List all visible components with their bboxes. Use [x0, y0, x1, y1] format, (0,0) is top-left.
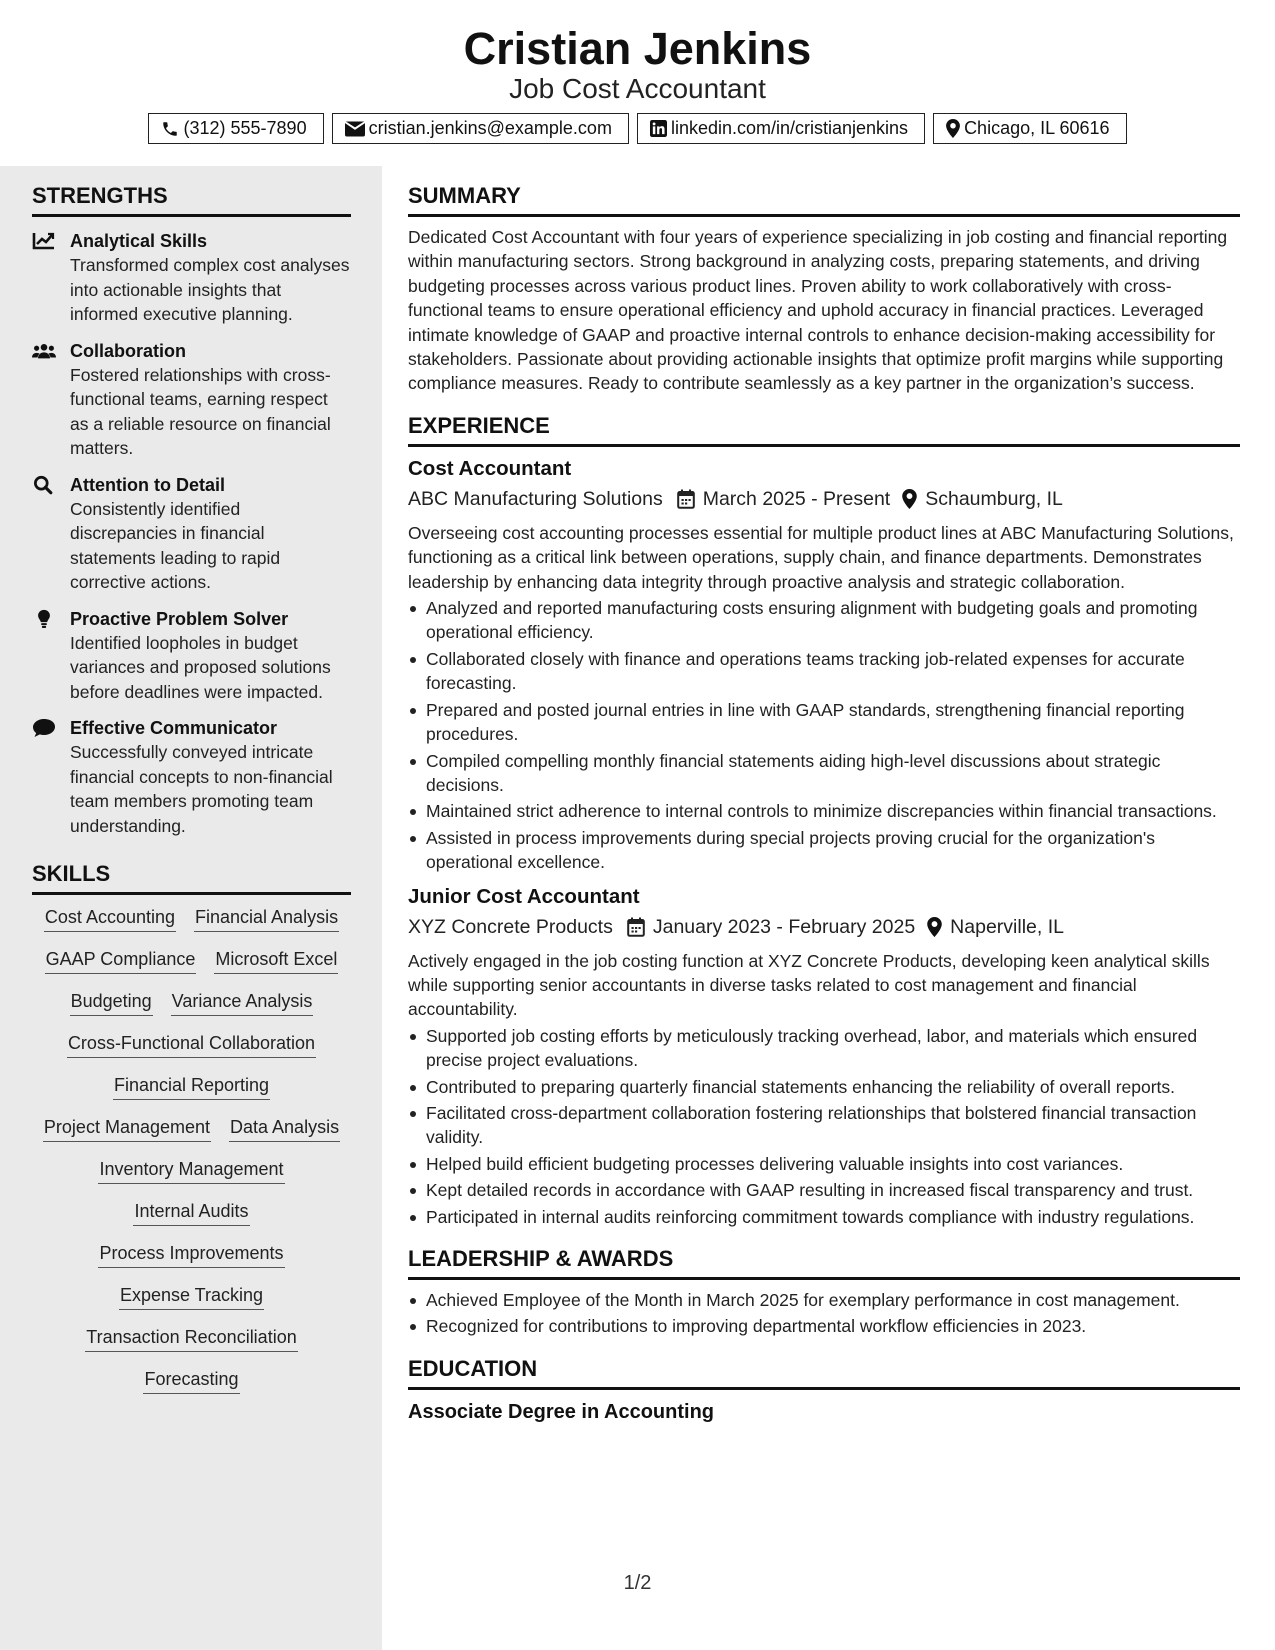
- envelope-icon: [345, 121, 365, 137]
- skill-tag: Cross-Functional Collaboration: [67, 1031, 316, 1058]
- calendar-icon: [627, 917, 645, 937]
- linkedin-text: linkedin.com/in/cristianjenkins: [670, 118, 909, 138]
- job-bullet: Participated in internal audits reinforcing commitment towards compliance with industry regulations.: [408, 1205, 1240, 1229]
- skill-tag: Cost Accounting: [44, 905, 176, 932]
- skill-tag: Financial Reporting: [113, 1073, 270, 1100]
- job-entry: [408, 455, 1240, 875]
- experience-heading: EXPERIENCE: [408, 412, 1240, 447]
- map-pin-icon: [902, 489, 917, 509]
- skill-tag: Data Analysis: [229, 1115, 340, 1142]
- skill-tag: Forecasting: [143, 1367, 239, 1394]
- phone-text: (312) 555-7890: [183, 118, 307, 138]
- strength-desc: Fostered relationships with cross-functional teams, earning respect as a reliable resource on financial matters.: [70, 364, 331, 458]
- skill-tag: Process Improvements: [98, 1241, 284, 1268]
- job-title: Junior Cost Accountant: [408, 884, 640, 908]
- strength-item: [32, 339, 351, 461]
- linkedin-contact[interactable]: [637, 113, 925, 144]
- map-pin-icon: [927, 917, 942, 937]
- map-pin-icon: [946, 119, 960, 138]
- calendar-icon: [677, 489, 695, 509]
- strength-desc: Successfully conveyed intricate financial concepts to non-financial team members promoting team understanding.: [70, 742, 333, 836]
- job-location: Naperville, IL: [950, 915, 1064, 938]
- job-bullet: Collaborated closely with finance and operations teams tracking job-related expenses for accurate forecasting.: [408, 647, 1240, 696]
- strength-item: [32, 229, 351, 327]
- job-bullet: Compiled compelling monthly financial statements aiding high-level discussions about strategic decisions.: [408, 749, 1240, 798]
- search-icon: [32, 475, 56, 495]
- job-dates: March 2025 - Present: [702, 487, 891, 510]
- strength-desc: Identified loopholes in budget variances and proposed solutions before deadlines were impacted.: [70, 632, 331, 702]
- skill-tag: Expense Tracking: [119, 1283, 264, 1310]
- skill-tag: Internal Audits: [133, 1199, 249, 1226]
- main-content: [408, 166, 1240, 1426]
- strength-title: Effective Communicator: [70, 718, 278, 738]
- skill-tag: Project Management: [43, 1115, 211, 1142]
- education-heading: EDUCATION: [408, 1355, 1240, 1390]
- awards-heading: LEADERSHIP & AWARDS: [408, 1245, 1240, 1280]
- strength-desc: Consistently identified discrepancies in financial statements leading to rapid corrective actions.: [70, 498, 281, 592]
- skill-tag: Variance Analysis: [171, 989, 314, 1016]
- job-bullet: Maintained strict adherence to internal controls to minimize discrepancies within financial transactions.: [408, 799, 1240, 823]
- sidebar: [0, 166, 382, 1650]
- job-dates: January 2023 - February 2025: [652, 915, 916, 938]
- job-meta: [408, 485, 1240, 513]
- job-bullet: Supported job costing efforts by meticulously tracking overhead, labor, and materials which ensured precise project evaluations.: [408, 1024, 1240, 1073]
- strength-item: [32, 716, 351, 838]
- skill-tag: Budgeting: [70, 989, 153, 1016]
- job-bullet: Assisted in process improvements during special projects proving crucial for the organization's operational excellence.: [408, 826, 1240, 875]
- job-description: Overseeing cost accounting processes essential for multiple product lines at ABC Manufacturing Solutions, functioning as a critical link between operations, supply chain, and finance departments. Demonstrates leadership by enhancing data integrity through proactive analysis and strategic collaboration.: [408, 522, 1234, 592]
- email-text: cristian.jenkins@example.com: [368, 118, 612, 138]
- phone-icon: [161, 120, 179, 138]
- job-company: XYZ Concrete Products: [408, 915, 613, 938]
- skill-tag: GAAP Compliance: [45, 947, 197, 974]
- skill-tag: Financial Analysis: [194, 905, 339, 932]
- summary-text: Dedicated Cost Accountant with four years of experience specializing in job costing and financial reporting within manufacturing sectors. Strong background in analyzing costs, preparing statements, and driving budgeting processes across various product lines. Proven ability to work collaboratively with cross-functional teams to ensure operational efficiency and uphold accuracy in financial practices. Leveraged intimate knowledge of GAAP and proactive internal controls to enhance decision-making accessibility for stakeholders. Passionate about providing actionable insights that optimize profit margins while supporting compliance measures. Ready to contribute seamlessly as a key partner in the organization’s success.: [408, 227, 1228, 394]
- job-company: ABC Manufacturing Solutions: [408, 487, 663, 510]
- users-icon: [32, 341, 56, 361]
- awards-list: [408, 1288, 1240, 1339]
- job-bullet: Contributed to preparing quarterly financial statements enhancing the reliability of overall reports.: [408, 1075, 1240, 1099]
- award-item: Recognized for contributions to improving departmental workflow efficiencies in 2023.: [408, 1314, 1240, 1338]
- summary-heading: SUMMARY: [408, 182, 1240, 217]
- job-title: Cost Accountant: [408, 456, 572, 480]
- skill-tag: Inventory Management: [98, 1157, 284, 1184]
- strength-desc: Transformed complex cost analyses into actionable insights that informed executive planning.: [70, 255, 350, 324]
- strength-title: Collaboration: [70, 340, 186, 361]
- strength-title: Analytical Skills: [70, 231, 208, 251]
- skills-list: [32, 905, 351, 1394]
- strength-title: Proactive Problem Solver: [70, 608, 289, 629]
- job-bullet: Kept detailed records in accordance with GAAP resulting in increased fiscal transparency and trust.: [408, 1178, 1240, 1202]
- job-bullets: [408, 1024, 1240, 1229]
- location-contact: [933, 113, 1126, 144]
- job-bullet: Analyzed and reported manufacturing costs ensuring alignment with budgeting goals and promoting operational efficiency.: [408, 596, 1240, 645]
- job-description: Actively engaged in the job costing function at XYZ Concrete Products, developing keen analytical skills while supporting senior accountants in diverse tasks related to cost management and financial accountability.: [408, 950, 1210, 1020]
- degree-title: Associate Degree in Accounting: [408, 1400, 714, 1423]
- strengths-heading: STRENGTHS: [32, 182, 351, 217]
- lightbulb-icon: [32, 609, 56, 629]
- skill-tag: Microsoft Excel: [214, 947, 338, 974]
- page-number: 1/2: [623, 1572, 652, 1594]
- job-bullet: Helped build efficient budgeting processes delivering valuable insights into cost variances.: [408, 1152, 1240, 1176]
- job-entry: [408, 883, 1240, 1229]
- strength-item: [32, 473, 351, 595]
- comment-icon: [32, 718, 56, 738]
- skill-tag: Transaction Reconciliation: [85, 1325, 297, 1352]
- award-item: Achieved Employee of the Month in March 2025 for exemplary performance in cost management.: [408, 1288, 1240, 1312]
- contact-bar: [0, 113, 1275, 144]
- email-contact[interactable]: [332, 113, 629, 144]
- candidate-role: Job Cost Accountant: [509, 73, 766, 104]
- linkedin-icon: [650, 120, 667, 137]
- strength-item: [32, 607, 351, 705]
- location-text: Chicago, IL 60616: [964, 118, 1110, 138]
- resume-header: [0, 0, 1275, 166]
- job-bullet: Prepared and posted journal entries in line with GAAP standards, strengthening financial reporting procedures.: [408, 698, 1240, 747]
- job-bullets: [408, 596, 1240, 874]
- strength-title: Attention to Detail: [70, 474, 225, 495]
- chart-line-icon: [32, 231, 56, 251]
- phone-contact[interactable]: [148, 113, 323, 144]
- skills-heading: SKILLS: [32, 860, 351, 895]
- job-bullet: Facilitated cross-department collaboration fostering relationships that bolstered financial transaction validity.: [408, 1101, 1240, 1150]
- candidate-name: Cristian Jenkins: [463, 23, 812, 74]
- job-location: Schaumburg, IL: [925, 487, 1063, 510]
- job-meta: [408, 913, 1240, 941]
